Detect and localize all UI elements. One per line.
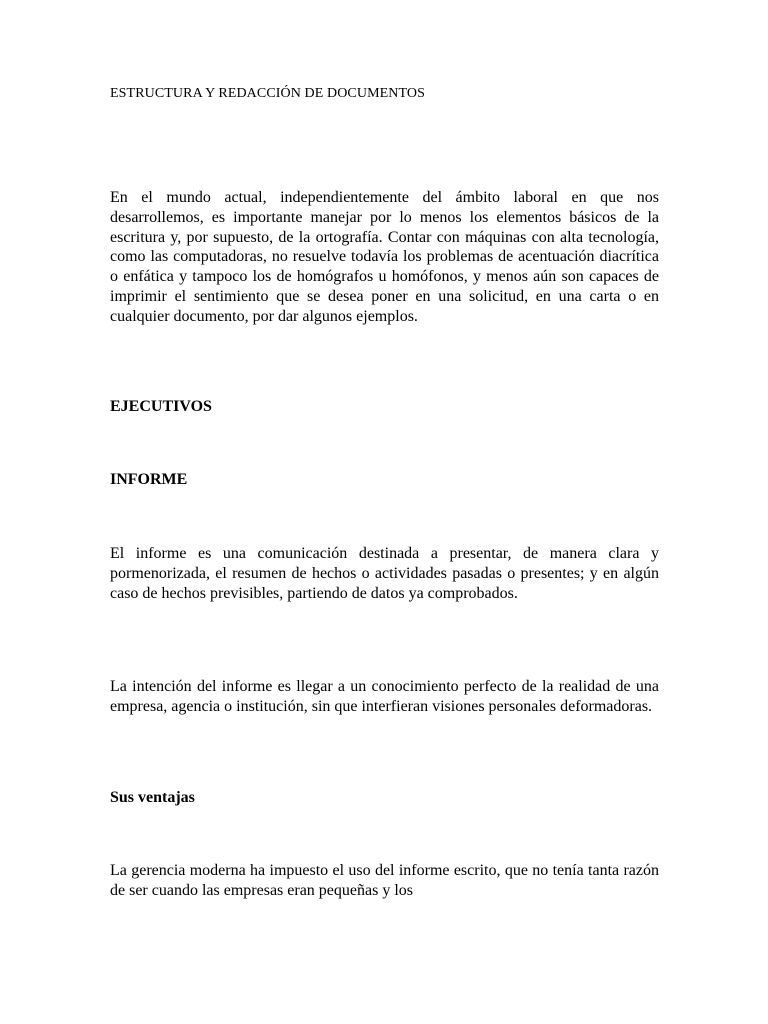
document-title: ESTRUCTURA Y REDACCIÓN DE DOCUMENTOS — [110, 86, 425, 101]
intro-paragraph: En el mundo actual, independientemente del ámbito laboral en que nos desarrollemos, es importante manejar por lo menos los elementos básicos de la escritura y, por supuesto, de la ortografía. Contar con máquinas con alta tecnología, como las computadoras, no resuelve todavía los problemas de acentuación diacrítica o enfática y tampoco los de homógrafos u homófonos, y menos aún son capaces de imprimir el sentimiento que se desea poner en una solicitud, en una carta o en cualquier documento, por dar algunos ejemplos. — [110, 189, 659, 325]
heading-informe: INFORME — [110, 471, 188, 488]
heading-ejecutivos: EJECUTIVOS — [110, 398, 212, 415]
heading-ventajas: Sus ventajas — [110, 789, 195, 806]
informe-paragraph: El informe es una comunicación destinada a presentar, de manera clara y pormenorizada, el resumen de hechos o actividades pasadas o presentes; y en algún caso de hechos previsibles, partiendo de datos ya comprobados. — [110, 545, 659, 602]
ventajas-paragraph: La gerencia moderna ha impuesto el uso del informe escrito, que no tenía tanta razón de ser cuando las empresas eran pequeñas y los — [110, 862, 659, 899]
intencion-paragraph: La intención del informe es llegar a un conocimiento perfecto de la realidad de una empresa, agencia o institución, sin que interfieran visiones personales deformadoras. — [110, 678, 659, 715]
